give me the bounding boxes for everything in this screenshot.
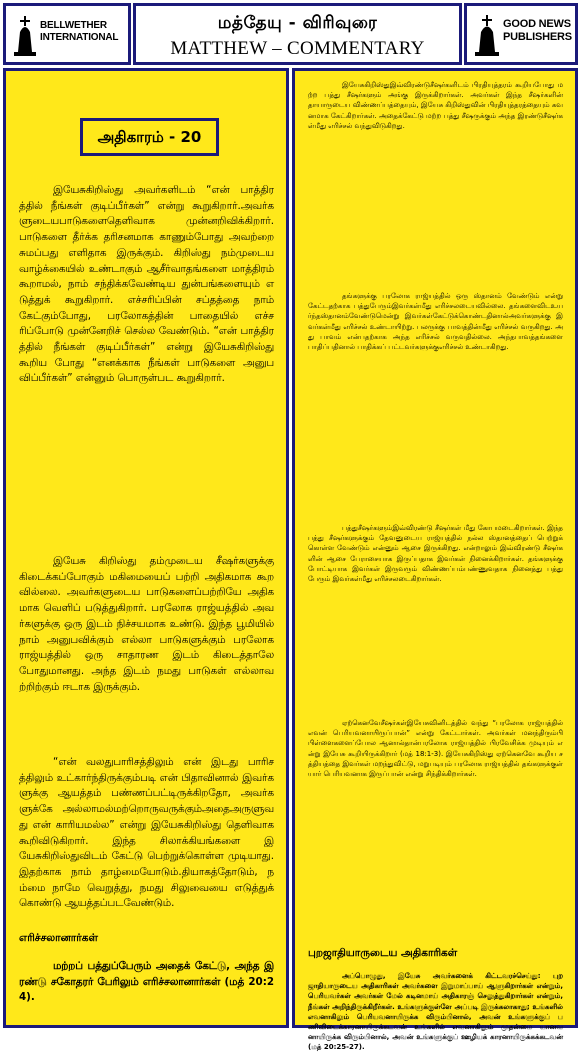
paragraph-text: இயேசுகிறிஸ்துஇவ்விரண்டுசீஷர்களிடம் பிரதியுத்தரம் கூறியபோது மற்ற பத்து சீஷர்களும் அங்கு இருக்கிறார்கள். அவர்கள் இந்த சீஷர்களின் தாயாருடைய விண்ணப்பத்தையும், இயேசு கிறிஸ்துவின் பிரதியுத்தரத்தையும் கவனமாக கேட்கிறார்கள். அதைக்கேட்டு மற்ற பத்து சீஷருக்கும் அந்த இரண்டுசீஷர்கள்மீது எரிச்சல் வந்துவிடுகிறது. — [308, 81, 563, 130]
title-box — [133, 3, 462, 65]
paragraph-text: இயேசுகிறிஸ்து அவர்களிடம் “என் பாத்திரத்தில் நீங்கள் குடிப்பீர்கள்” என்று கூறுகிறார்.அவர்களுடையபாடுகளைதெளிவாக முன்னறிவிக்கிறார். பாடுகளை தீர்க்க தரிசனமாக காணும்போது அவற்றை சுமப்பது எளிதாக இருக்கும். கிறிஸ்து நம்முடைய வாழ்க்கையில் உண்டாகும் ஆசீர்வாதங்களை மாத்திரம் கூறாமல், நாம் சந்திக்கவேண்டிய துன்பங்களையும் எடுத்துக் கூறுகிறார். எச்சரிப்பின் சப்தத்தை நாம் கேட்கும்போது, பரலோகத்தின் பாதையில் எச்சரிப்போடு முன்னேறிச் செல்ல வேண்டும். “என் பாத்திரத்தில் நீங்கள் குடிப்பீர்கள்” என்று இயேசுகிறிஸ்து கூறிய போது “எனக்காக நீங்கள் பாடுகளை அனுபவிப்பீர்கள்” என்னும் பொருள்பட கூறுகிறார். — [19, 184, 274, 385]
logo-right-text: GOOD NEWS PUBLISHERS — [503, 18, 572, 43]
left-column — [3, 68, 289, 1028]
bellwether-logo — [3, 3, 131, 65]
left-paragraph-2 — [19, 554, 274, 695]
right-paragraph-3 — [308, 523, 563, 584]
left-paragraph-1 — [19, 183, 274, 387]
chapter-heading: அதிகாரம் - 20 — [80, 118, 219, 156]
paragraph-text: ஏற்கெனவேசீஷர்கள்இயேசுவினிடத்தில் வந்து “பரலோக ராஜ்யத்தில் எவன் பெரியவனாயிருப்பான்” என்று கேட்டார்கள். அவர்கள் மனந்திரும்பி பிள்ளைகளைப்போல ஆனால்தான்பரலோக ராஜ்யத்தில் பிரவேசிக்க முடியும் என்று இயேசு கூறியிருக்கிறார் (மத் 18:1-3). இயேசுகிறிஸ்து ஏற்கெனவே கூறிய சத்தியத்தை இவர்கள் மறந்துவிட்டு, மறுபடியும் பரலோக ராஜ்யத்தில் தங்களுக்குள் யார் பெரியவனாக இருப்பான் என்று சிந்திக்கிறார்கள். — [308, 719, 563, 779]
title-tamil: மத்தேயு - விரிவுரை — [217, 13, 378, 33]
left-paragraph-4 — [19, 959, 274, 1006]
scripture-text: அப்பொழுது, இயேசு அவர்களைக் கிட்டவரச்செய்து: புறஜாதியாருடைய அதிகாரிகள் அவர்களை இறுமாப்பாய் ஆளுகிறார்கள் என்றும், பெரியவர்கள் அவர்கள் மேல் கடினமாய் அதிகாரஞ் செலுத்துகிறார்கள் என்றும், நீங்கள் அறிந்திருக்கிறீர்கள். உங்களுக்குள்ளே அப்படி இருக்கலாகாது; உங்களில் எவனாகிலும் பெரியவனாயிருக்க விரும்பினால், அவன் உங்களுக்குப் பணிவிடைக்காரனாயிருக்கடவன் உங்களில் எவனாகிலும் முதன்மை யானவனாயிருக்க விரும்பினால், அவன் உங்களுக்குப் ஊழியக் காரனாயிருக்கக்கடவன் (மத் 20:25-27). — [308, 972, 563, 1052]
right-column — [292, 68, 578, 1052]
right-paragraph-5 — [308, 971, 563, 1053]
right-paragraph-4 — [308, 718, 563, 779]
left-paragraph-3 — [19, 755, 274, 912]
paragraph-text: “என் வலதுபாரிசத்திலும் என் இடது பாரிசத்திலும் உட்கார்ந்திருக்கும்படி என் பிதாவினால் இவர்களுக்கு ஆயத்தம் பண்ணப்பட்டிருக்கிறதோ, அவர்களுக்கே அல்லாமல்மற்றொருவருக்கும்அதைஅருளுவது என் காரியமல்ல” என்று இயேசுகிறிஸ்து தெளிவாக கூறிவிடுகிறார். இந்த சிலாக்கியங்களை இயேசுகிறிஸ்துவிடம் கேட்டு பெற்றுக்கொள்ள முடியாது. இதற்காக நாம் தாழ்மையோடும்.தியாகத்தோடும், நம்மை நாமே வெறுத்து, நமது சிலுவையை எடுத்துக் கொண்டு ஆயத்தப்படவேண்டும். — [19, 756, 274, 910]
logo-left-text: BELLWETHER INTERNATIONAL — [40, 20, 119, 43]
left-section-title — [19, 926, 274, 945]
right-paragraph-2 — [308, 291, 563, 352]
bell-icon — [473, 12, 501, 60]
scripture-text: மற்றப் பத்துப்பேரும் அதைக் கேட்டு, அந்த இரண்டு சகோதரர் பேரிலும் எரிச்சலானார்கள் (மத் 20:24). — [19, 960, 274, 1004]
section-title: எரிச்சலானார்கள் — [19, 932, 98, 944]
right-section-title — [308, 941, 563, 960]
right-paragraph-1 — [308, 80, 563, 131]
paragraph-text: இயேசு கிறிஸ்து தம்முடைய சீஷர்களுக்கு கிடைக்கப்போகும் மகிமையைப் பற்றி அதிகமாக கூறவில்லை. அவர்களுடைய பாடுகளைப்பற்றியே அதிகமாக வெளிப் படுத்துகிறார். பரலோக ராஜ்யத்தில் அவர்களுக்கு ஒரு இடம் நிச்சயமாக உண்டு. இந்த பூமியில் நாம் அனுபவிக்கும் எல்லா பாடுகளுக்கும் பரலோக ராஜ்யத்தில் ஒரு சாதாரண இடம் கிடைத்தாலே போதுமானது. அந்த இடம் நமது பாடுகள் எல்லாவற்றிற்கும் ஈடாக இருக்கும். — [19, 555, 274, 693]
good-news-logo — [464, 3, 578, 65]
paragraph-text: தங்களுக்கு பரலோக ராஜ்யத்தில் ஒரு ஸ்தானம் வேண்டும் என்று கேட்டதற்காக பத்துபேரும்இவர்கள்மீது எரிச்சலடையவில்லை. தங்களைவிடஉயர்ந்தஸ்தானம்வேண்டுமென்று இவர்கள்கேட்டுக்கொண்டதினால்அவர்களுக்கு இவர்கள்மீது எரிச்சல் உண்டாயிற்று. பலருக்கு பாவத்தின்மீது எரிச்சல் வருகிறது. அது பாவம் என்பதற்காக அந்த எரிச்சல் வருவதில்லை. அந்தபாவத்தங்களை பாதிப்பதினால் பாதிக்கப் பட்டவர்களுக்குஎரிச்சல் உண்டாகிறது. — [308, 292, 563, 352]
bell-icon — [12, 12, 38, 60]
paragraph-text: பத்துசீஷர்களும்இவ்விரண்டு சீஷர்கள் மீது கோபமடைகிறார்கள். இந்த பத்து சீஷர்களுக்கும் தேவனுடைய ராஜ்யத்தில் நல்ல ஸ்தானத்தைப் பெற்றுக் கொள்ள வேண்டும் என்னும் ஆசை இருக்கிறது. என்றாலும் இவ்விரண்டு சீஷர்களின் ஆசை பேராசையாக இருப்பதாக இவர்கள் நினைக்கிறார்கள். தங்களுக்கு போட்டியாக இவர்கள் இருவரும் விண்ணப்பம்பண்ணுவதாக நினைத்து பத்து பேரும் இவர்கள்மீது எரிச்சலடைகிறார்கள். — [308, 524, 563, 584]
title-english: MATTHEW – COMMENTARY — [170, 38, 425, 59]
section-title: புறஜாதியாருடைய அதிகாரிகள் — [308, 947, 458, 959]
